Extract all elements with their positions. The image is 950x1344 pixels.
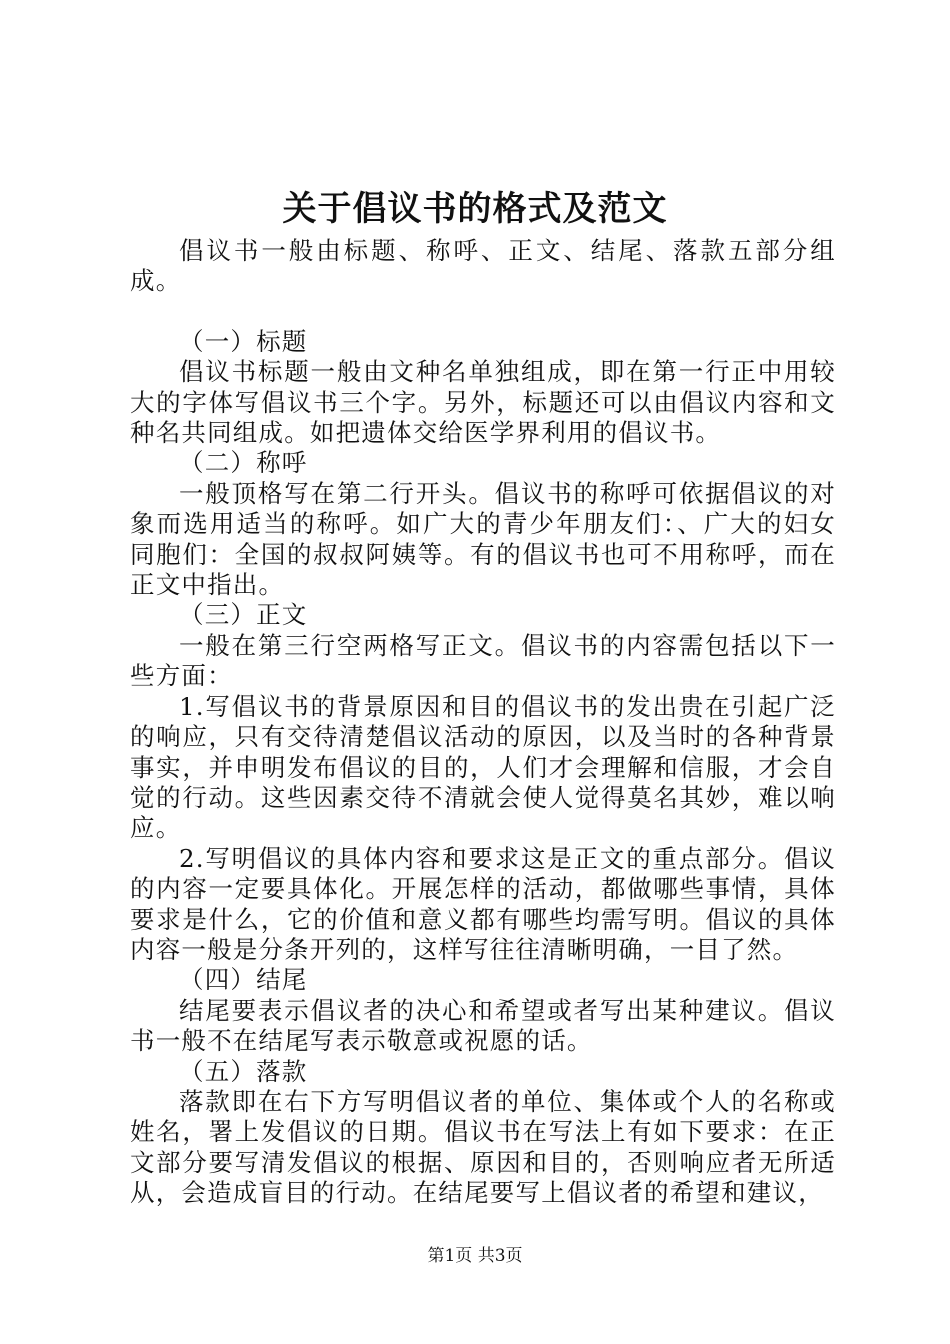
- document-title: 关于倡议书的格式及范文: [282, 189, 668, 229]
- section-body-item-2: 2.写明倡议的具体内容和要求这是正文的重点部分。倡议的内容一定要具体化。开展怎样的活动，都做哪些事情，具体要求是什么，它的价值和意义都有哪些均需写明。倡议的具体内容一般是分条开列的，这样写往往清晰明确，一目了然。: [130, 843, 836, 964]
- section-body-paragraph: 一般在第三行空两格写正文。倡议书的内容需包括以下一些方面：: [130, 630, 836, 691]
- section-heading-signature: （五）落款: [179, 1056, 308, 1086]
- section-salutation-paragraph: 一般顶格写在第二行开头。倡议书的称呼可依据倡议的对象而选用适当的称呼。如广大的青少年朋友们：、广大的妇女同胞们：全国的叔叔阿姨等。有的倡议书也可不用称呼，而在正文中指出。: [130, 478, 836, 600]
- section-signature-paragraph: 落款即在右下方写明倡议者的单位、集体或个人的名称或姓名，署上发倡议的日期。倡议书在写法上有如下要求：在正文部分要写清发倡议的根据、原因和目的，否则响应者无所适从，会造成盲目的行动。在结尾要写上倡议者的希望和建议，: [130, 1086, 836, 1208]
- section-ending-paragraph: 结尾要表示倡议者的决心和希望或者写出某种建议。倡议书一般不在结尾写表示敬意或祝愿的话。: [130, 995, 836, 1056]
- section-title-paragraph: 倡议书标题一般由文种名单独组成，即在第一行正中用较大的字体写倡议书三个字。另外，标题还可以由倡议内容和文种名共同组成。如把遗体交给医学界利用的倡议书。: [130, 357, 836, 448]
- document-body: [130, 236, 836, 1209]
- intro-paragraph: 倡议书一般由标题、称呼、正文、结尾、落款五部分组成。: [130, 236, 836, 296]
- page-footer: 第1页 共3页: [427, 1246, 523, 1266]
- section-body-item-1: 1.写倡议书的背景原因和目的倡议书的发出贵在引起广泛的响应，只有交待清楚倡议活动的原因，以及当时的各种背景事实，并申明发布倡议的目的，人们才会理解和信服，才会自觉的行动。这些因素交待不清就会使人觉得莫名其妙，难以响应。: [130, 691, 836, 843]
- section-heading-ending: （四）结尾: [179, 965, 308, 995]
- section-heading-body: （三）正文: [179, 600, 308, 630]
- section-heading-title: （一）标题: [179, 326, 308, 356]
- section-heading-salutation: （二）称呼: [179, 448, 308, 478]
